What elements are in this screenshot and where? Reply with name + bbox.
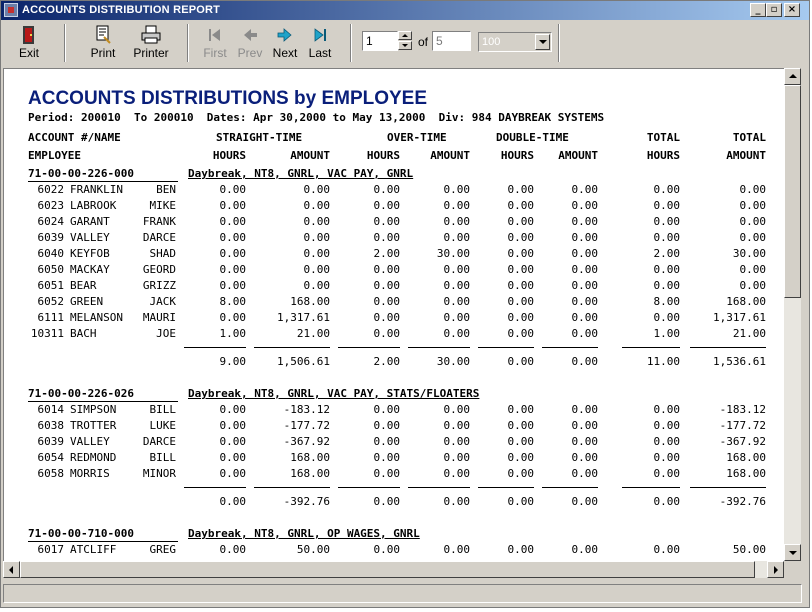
cell-dt-hours: 0.00 — [507, 279, 534, 292]
cell-dt-hours: 0.00 — [507, 215, 534, 228]
total-rule — [690, 487, 766, 488]
cell-ot-amount: 0.00 — [443, 327, 470, 340]
cell-st-hours: 0.00 — [219, 279, 246, 292]
cell-dt-hours: 0.00 — [507, 263, 534, 276]
cell-dt-amount: 0.00 — [571, 467, 598, 480]
employee-last-name: SIMPSON — [70, 403, 117, 416]
cell-total-amount: 1,317.61 — [713, 311, 766, 324]
vertical-scrollbar[interactable] — [784, 68, 801, 561]
employee-first-name: MIKE — [149, 199, 176, 212]
exit-button[interactable] — [13, 23, 45, 63]
window-title: ACCOUNTS DISTRIBUTION REPORT — [22, 4, 221, 16]
employee-last-name: MELANSON — [70, 311, 123, 324]
cell-total-hours: 0.00 — [653, 199, 680, 212]
total-ot-hours: 0.00 — [373, 495, 400, 508]
employee-last-name: ATCLIFF — [70, 543, 117, 556]
print-preview-icon — [94, 25, 112, 45]
cell-dt-hours: 0.00 — [507, 467, 534, 480]
cell-ot-hours: 0.00 — [373, 543, 400, 556]
employee-first-name: GRIZZ — [142, 279, 176, 292]
cell-st-hours: 0.00 — [219, 467, 246, 480]
cell-total-amount: 0.00 — [739, 215, 766, 228]
first-page-button[interactable] — [200, 23, 230, 63]
exit-door-icon — [21, 25, 37, 45]
header-employee: EMPLOYEE — [28, 149, 81, 162]
employee-first-name: MAURI — [142, 311, 176, 324]
cell-st-hours: 0.00 — [219, 215, 246, 228]
cell-total-hours: 0.00 — [653, 311, 680, 324]
cell-st-hours: 0.00 — [219, 183, 246, 196]
cell-total-hours: 0.00 — [653, 543, 680, 556]
close-button[interactable]: × — [784, 3, 800, 17]
header-dt-amount: AMOUNT — [558, 149, 598, 162]
total-rule — [338, 487, 400, 488]
header-straight-time: STRAIGHT-TIME — [216, 131, 303, 144]
cell-st-hours: 0.00 — [219, 543, 246, 556]
total-dt-amount: 0.00 — [571, 355, 598, 368]
cell-total-amount: 168.00 — [726, 295, 766, 308]
total-ot-amount: 0.00 — [443, 495, 470, 508]
total-dt-hours: 0.00 — [507, 495, 534, 508]
cell-dt-amount: 0.00 — [571, 279, 598, 292]
total-total-amount: 1,536.61 — [713, 355, 766, 368]
employee-first-name: DARCE — [142, 231, 176, 244]
last-page-button[interactable] — [305, 23, 335, 63]
employee-number: 10311 — [30, 327, 64, 340]
total-rule — [408, 347, 470, 348]
cell-st-amount: 0.00 — [303, 247, 330, 260]
printer-button[interactable] — [130, 23, 172, 63]
cell-st-amount: -183.12 — [283, 403, 330, 416]
cell-dt-amount: 0.00 — [571, 403, 598, 416]
cell-ot-hours: 0.00 — [373, 215, 400, 228]
cell-dt-amount: 0.00 — [571, 231, 598, 244]
group-description: Daybreak, NT8, GNRL, VAC PAY, GNRL — [188, 167, 414, 180]
employee-number: 6023 — [37, 199, 64, 212]
header-dt-hours: HOURS — [500, 149, 534, 162]
cell-dt-amount: 0.00 — [571, 215, 598, 228]
cell-ot-hours: 0.00 — [373, 467, 400, 480]
cell-ot-amount: 0.00 — [443, 311, 470, 324]
employee-last-name: BEAR — [70, 279, 97, 292]
header-account-name: ACCOUNT #/NAME — [28, 131, 121, 144]
cell-ot-hours: 0.00 — [373, 263, 400, 276]
employee-first-name: BEN — [156, 183, 176, 196]
last-label: Last — [308, 46, 332, 60]
cell-dt-amount: 0.00 — [571, 451, 598, 464]
employee-number: 6052 — [37, 295, 64, 308]
maximize-button[interactable]: ▫ — [766, 3, 782, 17]
cell-st-hours: 0.00 — [219, 451, 246, 464]
cell-total-amount: 30.00 — [732, 247, 766, 260]
employee-first-name: GREG — [149, 543, 176, 556]
cell-ot-amount: 0.00 — [443, 279, 470, 292]
total-rule — [478, 347, 534, 348]
header-total-hours-top: TOTAL — [646, 131, 680, 144]
cell-st-amount: 1,317.61 — [277, 311, 330, 324]
cell-st-hours: 8.00 — [219, 295, 246, 308]
employee-first-name: LUKE — [149, 419, 176, 432]
total-total-amount: -392.76 — [719, 495, 766, 508]
cell-ot-hours: 0.00 — [373, 183, 400, 196]
page-spinner[interactable] — [398, 31, 412, 51]
cell-ot-amount: 0.00 — [443, 451, 470, 464]
vertical-scroll-thumb[interactable] — [784, 85, 801, 298]
cell-ot-amount: 0.00 — [443, 263, 470, 276]
cell-st-amount: 0.00 — [303, 215, 330, 228]
cell-dt-amount: 0.00 — [571, 199, 598, 212]
toolbar-separator — [187, 24, 189, 62]
cell-st-amount: -367.92 — [283, 435, 330, 448]
cell-total-hours: 0.00 — [653, 215, 680, 228]
cell-st-amount: 21.00 — [296, 327, 330, 340]
cell-dt-amount: 0.00 — [571, 419, 598, 432]
status-bar — [1, 580, 809, 607]
cell-st-amount: 0.00 — [303, 263, 330, 276]
cell-total-hours: 0.00 — [653, 467, 680, 480]
cell-st-hours: 0.00 — [219, 263, 246, 276]
first-label: First — [203, 46, 227, 60]
employee-number: 6017 — [37, 543, 64, 556]
last-page-icon — [312, 25, 328, 45]
first-page-icon — [207, 25, 223, 45]
cell-ot-amount: 0.00 — [443, 183, 470, 196]
zoom-select[interactable] — [478, 32, 552, 52]
total-total-hours: 11.00 — [646, 355, 680, 368]
next-label: Next — [272, 46, 298, 60]
cell-dt-amount: 0.00 — [571, 183, 598, 196]
total-dt-hours: 0.00 — [507, 355, 534, 368]
total-ot-hours: 2.00 — [373, 355, 400, 368]
scrollbar-corner — [784, 561, 801, 578]
cell-st-hours: 1.00 — [219, 327, 246, 340]
employee-last-name: FRANKLIN — [70, 183, 123, 196]
toolbar — [1, 20, 809, 66]
print-label: Print — [90, 46, 116, 60]
cell-dt-hours: 0.00 — [507, 295, 534, 308]
cell-dt-amount: 0.00 — [571, 543, 598, 556]
employee-last-name: VALLEY — [70, 435, 110, 448]
cell-total-hours: 1.00 — [653, 327, 680, 340]
employee-last-name: GREEN — [70, 295, 104, 308]
employee-last-name: VALLEY — [70, 231, 110, 244]
cell-ot-hours: 0.00 — [373, 403, 400, 416]
cell-dt-hours: 0.00 — [507, 451, 534, 464]
spin-down-icon[interactable] — [398, 41, 412, 50]
employee-number: 6039 — [37, 231, 64, 244]
cell-total-hours: 0.00 — [653, 279, 680, 292]
cell-ot-hours: 0.00 — [373, 295, 400, 308]
header-double-time: DOUBLE-TIME — [496, 131, 569, 144]
cell-dt-hours: 0.00 — [507, 231, 534, 244]
header-st-amount: AMOUNT — [290, 149, 330, 162]
scroll-left-icon[interactable] — [3, 561, 20, 578]
cell-total-amount: 0.00 — [739, 231, 766, 244]
cell-ot-hours: 0.00 — [373, 327, 400, 340]
title-bar[interactable] — [1, 1, 809, 20]
next-page-button[interactable] — [270, 23, 300, 63]
total-rule — [478, 487, 534, 488]
total-rule — [184, 347, 246, 348]
cell-ot-amount: 0.00 — [443, 199, 470, 212]
employee-first-name: BILL — [149, 451, 176, 464]
cell-st-amount: 0.00 — [303, 231, 330, 244]
total-rule — [622, 347, 680, 348]
cell-dt-hours: 0.00 — [507, 327, 534, 340]
employee-last-name: LABROOK — [70, 199, 117, 212]
arrow-left-icon — [242, 25, 258, 45]
cell-total-hours: 0.00 — [653, 435, 680, 448]
total-st-amount: -392.76 — [283, 495, 330, 508]
report-page — [3, 68, 784, 561]
cell-dt-hours: 0.00 — [507, 247, 534, 260]
scroll-down-icon[interactable] — [784, 544, 801, 561]
cell-dt-hours: 0.00 — [507, 543, 534, 556]
total-pages-field: 5 — [432, 31, 471, 51]
cell-dt-hours: 0.00 — [507, 419, 534, 432]
employee-number: 6038 — [37, 419, 64, 432]
cell-ot-hours: 0.00 — [373, 451, 400, 464]
header-ot-amount: AMOUNT — [430, 149, 470, 162]
cell-st-amount: 0.00 — [303, 199, 330, 212]
horizontal-scroll-thumb[interactable] — [20, 561, 755, 578]
cell-ot-amount: 30.00 — [436, 247, 470, 260]
header-total-hours: HOURS — [646, 149, 680, 162]
cell-st-hours: 0.00 — [219, 419, 246, 432]
total-rule — [542, 487, 598, 488]
cell-total-amount: 0.00 — [739, 263, 766, 276]
group-account: 71-00-00-226-026 — [28, 387, 134, 400]
cell-dt-amount: 0.00 — [571, 247, 598, 260]
cell-dt-hours: 0.00 — [507, 403, 534, 416]
total-rule — [690, 347, 766, 348]
total-rule — [542, 347, 598, 348]
cell-st-hours: 0.00 — [219, 311, 246, 324]
total-rule — [184, 487, 246, 488]
total-rule — [254, 487, 330, 488]
cell-total-hours: 0.00 — [653, 451, 680, 464]
cell-st-hours: 0.00 — [219, 231, 246, 244]
cell-total-amount: 0.00 — [739, 199, 766, 212]
cell-dt-amount: 0.00 — [571, 311, 598, 324]
cell-ot-amount: 0.00 — [443, 403, 470, 416]
of-label: of — [418, 35, 429, 49]
cell-ot-amount: 0.00 — [443, 467, 470, 480]
employee-number: 6040 — [37, 247, 64, 260]
total-st-amount: 1,506.61 — [277, 355, 330, 368]
zoom-value: 100 — [482, 36, 501, 48]
cell-st-amount: 168.00 — [290, 451, 330, 464]
group-account: 71-00-00-710-000 — [28, 527, 134, 540]
employee-number: 6111 — [37, 311, 64, 324]
group-account-underline — [28, 541, 178, 542]
total-dt-amount: 0.00 — [571, 495, 598, 508]
employee-last-name: TROTTER — [70, 419, 117, 432]
cell-ot-amount: 0.00 — [443, 543, 470, 556]
cell-ot-amount: 0.00 — [443, 295, 470, 308]
total-rule — [338, 347, 400, 348]
cell-st-hours: 0.00 — [219, 435, 246, 448]
cell-total-amount: 21.00 — [732, 327, 766, 340]
cell-total-amount: -367.92 — [719, 435, 766, 448]
header-st-hours: HOURS — [212, 149, 246, 162]
report-title: ACCOUNTS DISTRIBUTIONS by EMPLOYEE — [28, 88, 428, 109]
cell-st-amount: 168.00 — [290, 295, 330, 308]
group-account-underline — [28, 401, 178, 402]
employee-last-name: REDMOND — [70, 451, 117, 464]
status-panel — [3, 584, 802, 603]
cell-ot-hours: 0.00 — [373, 435, 400, 448]
cell-st-amount: 50.00 — [296, 543, 330, 556]
employee-number: 6014 — [37, 403, 64, 416]
cell-total-hours: 2.00 — [653, 247, 680, 260]
cell-dt-hours: 0.00 — [507, 183, 534, 196]
cell-dt-hours: 0.00 — [507, 311, 534, 324]
cell-total-hours: 0.00 — [653, 403, 680, 416]
total-rule — [622, 487, 680, 488]
group-description: Daybreak, NT8, GNRL, OP WAGES, GNRL — [188, 527, 420, 540]
cell-st-amount: -177.72 — [283, 419, 330, 432]
cell-total-amount: 50.00 — [732, 543, 766, 556]
employee-first-name: MINOR — [142, 467, 176, 480]
header-ot-hours: HOURS — [366, 149, 400, 162]
employee-number: 6024 — [37, 215, 64, 228]
total-rule — [408, 487, 470, 488]
app-icon — [4, 3, 18, 17]
employee-first-name: BILL — [149, 403, 176, 416]
header-over-time: OVER-TIME — [387, 131, 447, 144]
cell-dt-hours: 0.00 — [507, 435, 534, 448]
toolbar-separator — [64, 24, 66, 62]
total-st-hours: 0.00 — [219, 495, 246, 508]
cell-st-hours: 0.00 — [219, 247, 246, 260]
cell-total-hours: 0.00 — [653, 419, 680, 432]
group-description: Daybreak, NT8, GNRL, VAC PAY, STATS/FLOATERS — [188, 387, 480, 400]
cell-dt-hours: 0.00 — [507, 199, 534, 212]
printer-label: Printer — [133, 46, 169, 60]
cell-ot-amount: 0.00 — [443, 435, 470, 448]
cell-st-amount: 168.00 — [290, 467, 330, 480]
total-st-hours: 9.00 — [219, 355, 246, 368]
cell-total-amount: 0.00 — [739, 183, 766, 196]
cell-total-amount: 0.00 — [739, 279, 766, 292]
cell-ot-hours: 0.00 — [373, 279, 400, 292]
cell-ot-amount: 0.00 — [443, 231, 470, 244]
employee-number: 6054 — [37, 451, 64, 464]
printer-icon — [141, 25, 161, 45]
header-total-amount-top: TOTAL — [732, 131, 766, 144]
cell-dt-amount: 0.00 — [571, 263, 598, 276]
period-line: Period: 200010 To 200010 Dates: Apr 30,2000 to May 13,2000 Div: 984 DAYBREAK SYSTEMS — [28, 111, 605, 124]
employee-number: 6022 — [37, 183, 64, 196]
cell-total-hours: 0.00 — [653, 183, 680, 196]
group-account-underline — [28, 181, 178, 182]
total-rule — [254, 347, 330, 348]
employee-first-name: JACK — [149, 295, 176, 308]
header-total-amount: AMOUNT — [726, 149, 766, 162]
arrow-right-icon — [277, 25, 293, 45]
scroll-right-icon[interactable] — [767, 561, 784, 578]
employee-first-name: FRANK — [142, 215, 176, 228]
minimize-button[interactable]: _ — [750, 3, 766, 17]
employee-first-name: DARCE — [142, 435, 176, 448]
total-total-hours: 0.00 — [653, 495, 680, 508]
toolbar-separator — [350, 24, 352, 62]
cell-total-amount: -183.12 — [719, 403, 766, 416]
total-ot-amount: 30.00 — [436, 355, 470, 368]
cell-ot-hours: 2.00 — [373, 247, 400, 260]
page-number-input[interactable]: 1 — [362, 31, 398, 51]
cell-total-amount: -177.72 — [719, 419, 766, 432]
group-account: 71-00-00-226-000 — [28, 167, 134, 180]
cell-ot-hours: 0.00 — [373, 199, 400, 212]
employee-last-name: GARANT — [70, 215, 110, 228]
cell-ot-amount: 0.00 — [443, 215, 470, 228]
employee-first-name: SHAD — [149, 247, 176, 260]
toolbar-separator — [558, 24, 560, 62]
exit-label: Exit — [18, 46, 39, 60]
cell-ot-amount: 0.00 — [443, 419, 470, 432]
cell-ot-hours: 0.00 — [373, 419, 400, 432]
scroll-up-icon[interactable] — [784, 68, 801, 85]
employee-first-name: GEORD — [142, 263, 176, 276]
cell-total-amount: 168.00 — [726, 451, 766, 464]
employee-last-name: BACH — [70, 327, 97, 340]
prev-page-button[interactable] — [235, 23, 265, 63]
cell-dt-amount: 0.00 — [571, 295, 598, 308]
cell-total-amount: 168.00 — [726, 467, 766, 480]
cell-st-amount: 0.00 — [303, 279, 330, 292]
prev-label: Prev — [237, 46, 263, 60]
employee-last-name: MACKAY — [70, 263, 110, 276]
cell-ot-hours: 0.00 — [373, 231, 400, 244]
employee-first-name: JOE — [156, 327, 176, 340]
employee-number: 6039 — [37, 435, 64, 448]
cell-total-hours: 0.00 — [653, 263, 680, 276]
cell-dt-amount: 0.00 — [571, 327, 598, 340]
cell-total-hours: 8.00 — [653, 295, 680, 308]
cell-dt-amount: 0.00 — [571, 435, 598, 448]
cell-total-hours: 0.00 — [653, 231, 680, 244]
employee-last-name: KEYFOB — [70, 247, 110, 260]
chevron-down-icon[interactable] — [535, 34, 550, 50]
cell-ot-hours: 0.00 — [373, 311, 400, 324]
employee-last-name: MORRIS — [70, 467, 110, 480]
employee-number: 6050 — [37, 263, 64, 276]
employee-number: 6051 — [37, 279, 64, 292]
print-button[interactable] — [85, 23, 121, 63]
horizontal-scrollbar[interactable] — [3, 561, 784, 578]
cell-st-hours: 0.00 — [219, 199, 246, 212]
employee-number: 6058 — [37, 467, 64, 480]
cell-st-amount: 0.00 — [303, 183, 330, 196]
spin-up-icon[interactable] — [398, 31, 412, 40]
cell-st-hours: 0.00 — [219, 403, 246, 416]
